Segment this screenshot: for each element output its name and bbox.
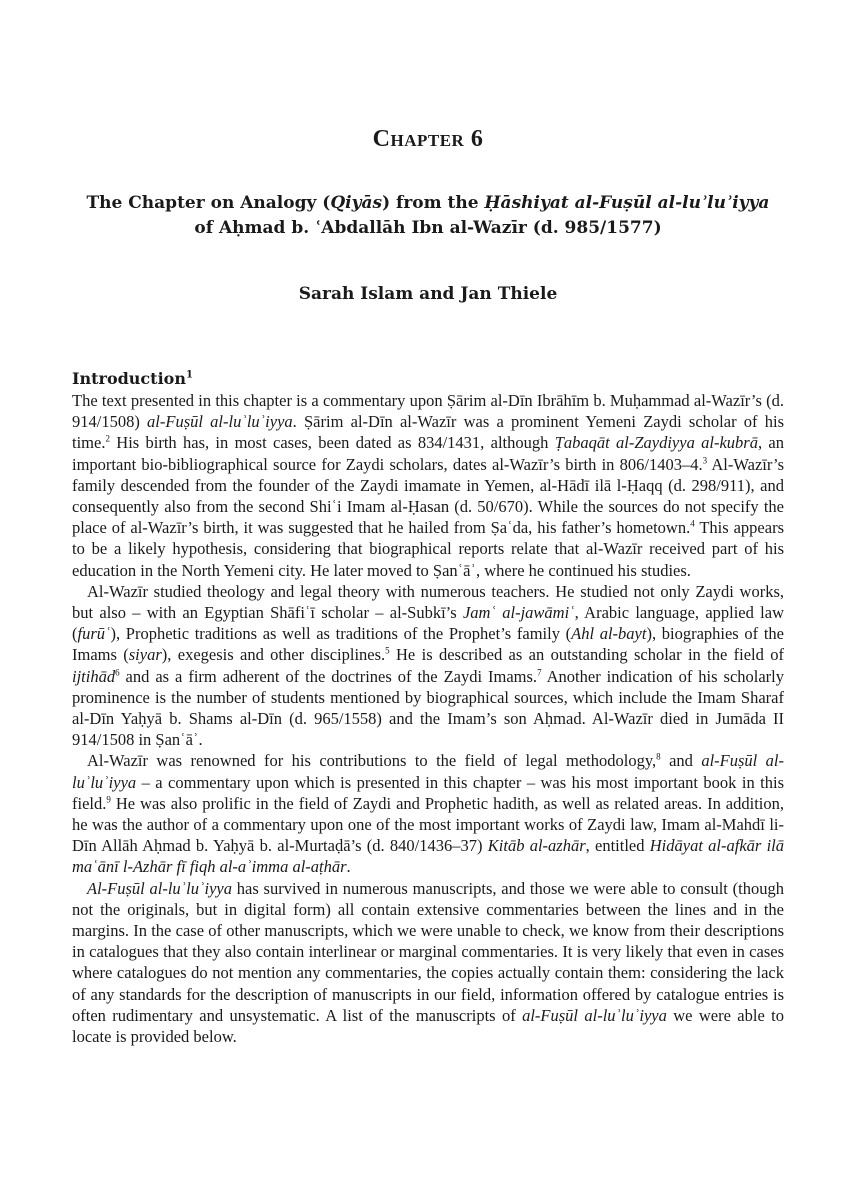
chapter-title-line-2: of Aḥmad b. ʿAbdallāh Ibn al-Wazīr (d. 985/1577): [194, 218, 662, 238]
italic-term: Jamʿ al-jawāmiʿ: [462, 603, 575, 623]
chapter-title: [72, 191, 784, 241]
text-run: and: [660, 751, 702, 771]
section-heading-text: Introduction: [72, 369, 186, 388]
italic-term: ijtihād: [72, 666, 116, 686]
chapter-label: Chapter 6: [372, 126, 484, 152]
text-run: He is described as an outstanding scholar in the field of: [389, 645, 784, 665]
text-run: we were able to locate is provided below.: [72, 1005, 784, 1047]
text-run: has survived in numerous manuscripts, and those we were able to consult (though not the originals, but in digital form) all contain extensive commentaries between the lines and in the margins. In the case of other manuscripts, which we were unable to check, we know from their descriptions in catalogues that they also contain interlinear or marginal commentaries. It is very likely that even in cases where catalogues do not mention any commentaries, the copies actually contain them: considering the lack of any standards for the description of manuscripts in our field, information offered by catalogue entries is often rudimentary and unsystematic. A list of the manuscripts of: [72, 878, 784, 1025]
section-heading: [72, 369, 193, 388]
text-run: ), biographies of the Imams (: [72, 624, 784, 665]
chapter-title-line-1: [72, 191, 784, 216]
body-text: [72, 390, 784, 1047]
text-run: . Ṣārim al-Dīn al-Wazīr was a prominent Yemeni Zaydi scholar of his time.: [72, 412, 784, 453]
footnote-marker[interactable]: 8: [656, 751, 661, 762]
text-run: Al-Wazīr’s family descended from the founder of the Zaydi imamate in Yemen, al-Hādī ilā l-Ḥaqq (d. 298/911), and consequently also from the second Shiʿi Imam al-Ḥasan (d. 50/670). While the sources do not specify the place of al-Wazīr’s birth, it was suggested that he hailed from Ṣaʿda, his father’s hometown.: [72, 454, 784, 538]
text-run: .: [346, 857, 351, 877]
text-run: – a commentary upon which is presented in this chapter – was his most important book in this field.: [72, 772, 784, 813]
italic-term: al-Fuṣūl al-luʾluʾiyya: [72, 751, 784, 792]
italic-term: furūʿ: [77, 624, 111, 644]
authors: Sarah Islam and Jan Thiele: [298, 284, 558, 304]
footnote-marker[interactable]: 7: [537, 667, 542, 678]
italic-term: Ahl al-bayt: [571, 624, 647, 644]
text-run: His birth has, in most cases, been dated as 834/1431, although: [109, 433, 555, 453]
footnote-marker[interactable]: 4: [690, 518, 695, 529]
title-italic-segment: Ḥāshiyat al-Fuṣūl al-luʾluʾiyya: [484, 193, 770, 213]
text-run: Another indication of his scholarly prominence is the number of students mentioned by biographical sources, which include the Imam Sharaf al-Dīn Yaḥyā b. Shams al-Dīn (d. 965/1558) and the Imam’s son Aḥmad. Al-Wazīr died in Jumāda II 914/1508 in Ṣanʿāʾ.: [72, 666, 785, 750]
text-run: This appears to be a likely hypothesis, considering that biographical reports relate that al-Wazīr received part of his education in the North Yemeni city. He later moved to Ṣanʿāʾ, where he continued his studies.: [72, 518, 784, 580]
footnote-marker[interactable]: 3: [702, 455, 708, 466]
italic-term: al-Fuṣūl al-luʾluʾiyya: [522, 1005, 667, 1025]
italic-term: Hidāyat al-afkār ilā maʿānī l-Azhār fī fiqh al-aʾimma al-aṭhār: [72, 836, 784, 877]
text-run: and as a firm adherent of the doctrines of the Zaydi Imams.: [119, 666, 538, 686]
title-text-segment: The Chapter on Analogy (: [86, 193, 331, 213]
text-run: , entitled: [585, 836, 650, 856]
title-text-segment: ) from the: [382, 193, 485, 213]
text-run: , an important bio-bibliographical source for Zaydi scholars, dates al-Wazīr’s birth in 806/1403–4.: [72, 433, 785, 474]
text-run: Al-Wazīr was renowned for his contributions to the field of legal methodology,: [87, 751, 657, 771]
text-run: , Arabic language, applied law (: [72, 603, 784, 644]
paragraph: [72, 750, 784, 877]
footnote-marker[interactable]: 2: [105, 433, 110, 444]
text-run: Al-Wazīr studied theology and legal theory with numerous teachers. He studied not only Zaydi works, but also – with an Egyptian Shāfiʿī scholar – al-Subkī’s: [72, 581, 784, 623]
title-italic-segment: Qiyās: [330, 193, 383, 213]
italic-term: Ṭabaqāt al-Zaydiyya al-kubrā: [554, 433, 758, 453]
italic-term: Kitāb al-azhār: [487, 836, 586, 856]
footnote-marker[interactable]: 9: [106, 794, 111, 805]
italic-term: al-Fuṣūl al-luʾluʾiyya: [147, 412, 293, 432]
paragraph: [72, 390, 784, 581]
italic-term: siyar: [128, 645, 162, 665]
paragraph: [72, 581, 784, 751]
italic-term: Al-Fuṣūl al-luʾluʾiyya: [87, 878, 232, 898]
footnote-marker[interactable]: 1: [185, 369, 193, 381]
footnote-marker[interactable]: 5: [385, 645, 390, 656]
paragraph: [72, 878, 784, 1048]
text-run: He was also prolific in the field of Zaydi and Prophetic hadith, as well as related areas. In addition, he was the author of a commentary upon one of the most important works of Zaydi law, Imam al-Mahdī li-Dīn Allāh Aḥmad b. Yaḥyā b. al-Murtaḍā’s (d. 840/1436–37): [72, 793, 784, 856]
text-run: ), exegesis and other disciplines.: [161, 645, 386, 665]
footnote-marker[interactable]: 6: [115, 667, 120, 678]
text-run: The text presented in this chapter is a commentary upon Ṣārim al-Dīn Ibrāhīm b. Muḥammad al-Wazīr’s (d. 914/1508): [72, 391, 784, 432]
text-run: ), Prophetic traditions as well as traditions of the Prophet’s family (: [110, 624, 572, 644]
